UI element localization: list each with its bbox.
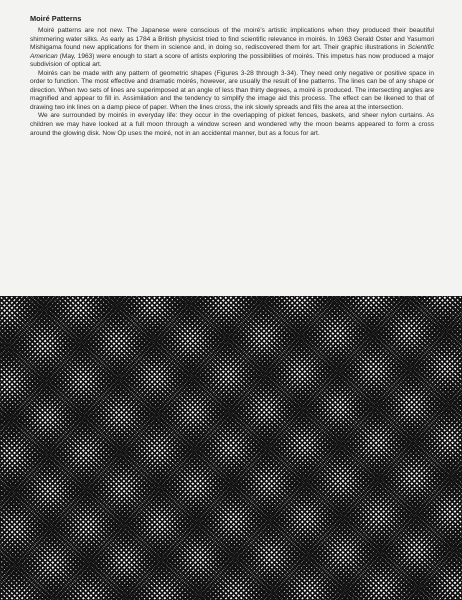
moire-pattern-illustration (0, 296, 462, 600)
paragraph-1-text-a: Moiré patterns are not new. The Japanese were conscious of the moiré's artistic implications when they produced their beautiful shimmering water silks. As early as 1784 a British physicist tried to find scientific relevance in moirés. In 1963 Gerald Oster and Yasumori Mishigama found new applications for them in science and, in doing so, rediscovered them for art. Their graphic illustrations in (30, 27, 434, 52)
paragraph-1 (30, 27, 434, 70)
section-heading: Moiré Patterns (30, 14, 82, 23)
paragraph-2 (30, 70, 434, 113)
paragraph-3 (30, 112, 434, 138)
moire-pattern-graphic (0, 296, 462, 600)
paragraph-1-text-b: (May, 1963) were enough to start a score of artists exploring the possibilities of moirés. This impetus has now produced a major subdivision of optical art. (30, 52, 434, 69)
paragraph-2-text: Moirés can be made with any pattern of geometric shapes (Figures 3-28 through 3-34). They need only negative or positive space in order to function. The most effective and dramatic moirés, however, are usually the result of line patterns. The lines can be of any shape or direction. When two sets of lines are superimposed at an angle of less than thirty degrees, a moiré is produced. The intersecting angles are magnified and appear to fill in. Assimilation and the tendency to simplify the image aid this process. The effect can be likened to that of drawing two ink lines on a damp piece of paper. When the lines cross, the ink slowly spreads and fills the area at the intersection. (30, 69, 434, 111)
article-text (30, 14, 434, 138)
paragraph-1-emphasis: Scientific American (30, 44, 434, 60)
paragraph-3-text: We are surrounded by moirés in everyday life: they occur in the overlapping of picket fences, baskets, and sheer nylon curtains. As children we may have looked at a full moon through a window screen and wondered why the moon beams appeared to form a cross around the glowing disk. Now Op uses the moiré, not in an accidental manner, but as a focus for art. (30, 112, 434, 137)
